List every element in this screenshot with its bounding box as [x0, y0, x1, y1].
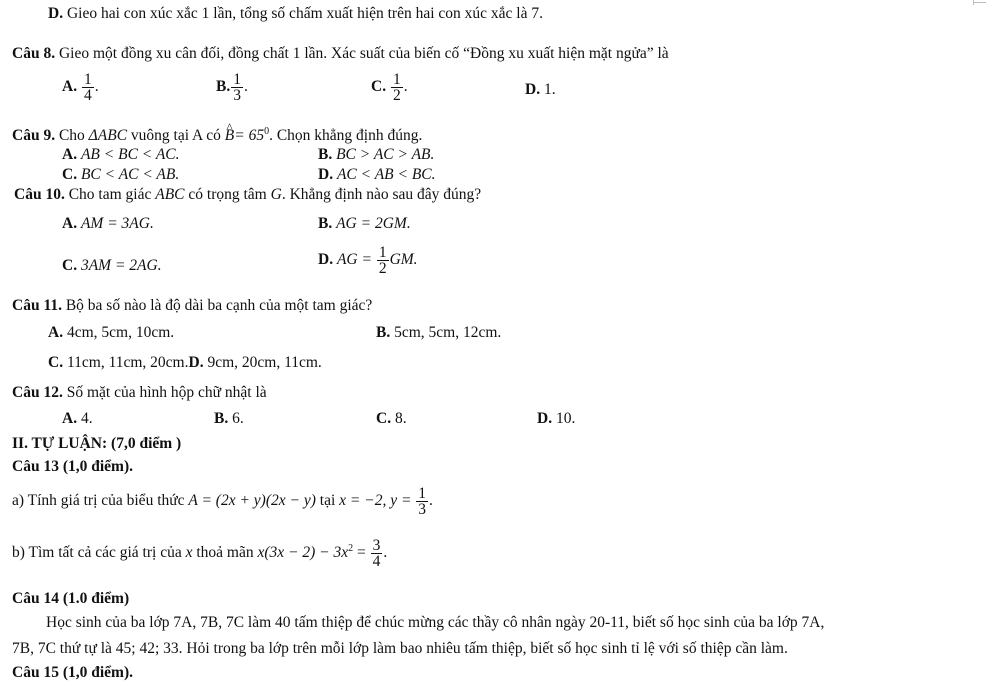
option-label: D.: [48, 5, 64, 22]
option-text: 6.: [232, 410, 244, 427]
option-text: 10.: [555, 410, 576, 427]
option-text: BC > AC > AB.: [336, 146, 435, 163]
q10-option-d: [318, 245, 418, 276]
q13-part-a: a) Tính giá trị của biểu thức A = (2x + y)(2x − y) tại x = −2, y = $\frac{1}{3}$ .: [12, 485, 433, 518]
q10-option-a: [62, 215, 154, 233]
question-label: Câu 12.: [12, 384, 63, 401]
option-label: A.: [62, 215, 78, 232]
numerator: 3: [372, 537, 381, 554]
question-text: a) Tính giá trị của biểu thức: [12, 492, 185, 510]
q12-option-c: [376, 410, 407, 428]
q9-option-b: [318, 146, 434, 164]
option-label: D.: [525, 81, 541, 98]
option-label: A.: [62, 410, 78, 427]
question-text: có trọng tâm: [188, 186, 267, 203]
math-eq: =: [356, 544, 366, 562]
option-label: D.: [188, 354, 204, 371]
question-text: vuông tại A có: [130, 127, 221, 145]
option-label: C.: [371, 78, 387, 96]
numerator: 1: [83, 71, 92, 88]
question-text: tại: [319, 492, 336, 510]
question-text: b) Tìm tất cả các giá trị của: [12, 544, 182, 562]
q9-option-c: [62, 166, 179, 184]
q12-option-d: [537, 410, 575, 428]
page-corner-mark-2: [973, 0, 974, 5]
option-label: D.: [318, 166, 334, 183]
option-text: 4.: [80, 410, 93, 427]
question-label: Câu 8.: [12, 45, 56, 62]
q8-option-c: C. $\frac{1}{2}$ .: [371, 71, 408, 104]
numerator: 1: [378, 244, 387, 261]
denominator: 2: [392, 87, 401, 104]
q14-text-line-2: 7B, 7C thứ tự là 45; 42; 33. Hỏi trong ba lớp trên mỗi lớp làm bao nhiêu tấm thiệp, biết số học sinh tỉ lệ với số thiệp cần làm.: [12, 640, 788, 657]
option-label: A.: [62, 146, 78, 163]
page-corner-mark: [974, 2, 986, 3]
q8-option-b: B. $\frac{1}{3}$ .: [216, 71, 248, 104]
q7-option-d: [48, 5, 543, 23]
option-text: AC < AB < BC.: [336, 166, 436, 183]
option-label: C.: [62, 257, 78, 274]
q14-text-line-1: Học sinh của ba lớp 7A, 7B, 7C làm 40 tấm thiệp để chúc mừng các thầy cô nhân ngày 20-11, biết số học sinh của ba lớp 7A,: [46, 614, 825, 631]
option-label: B.: [318, 146, 333, 163]
math-triangle: ABC: [155, 186, 185, 203]
math-var: x: [185, 544, 193, 562]
question-text: . Khẳng định nào sau đây đúng?: [281, 186, 482, 203]
option-label: B.: [216, 78, 231, 96]
option-text: Gieo hai con xúc xắc 1 lần, tổng số chấm xuất hiện trên hai con xúc xắc là 7.: [66, 5, 543, 22]
numerator: 1: [418, 485, 427, 502]
section-heading: II. TỰ LUẬN: (7,0 điểm ): [12, 435, 182, 452]
option-text: 4cm, 5cm, 10cm.: [66, 324, 175, 341]
option-label: B.: [376, 324, 391, 341]
option-label: A.: [62, 78, 78, 96]
math-expr: x(3x − 2) − 3x: [257, 544, 349, 562]
exponent: 2: [348, 542, 354, 554]
q10-option-c: [62, 257, 162, 275]
math-expr: x = −2, y =: [339, 492, 412, 510]
q11-option-b: [376, 324, 501, 342]
question-label: Câu 10.: [14, 186, 65, 203]
q9-stem: [12, 123, 422, 145]
option-label: D.: [537, 410, 553, 427]
degree-sup: 0: [264, 126, 270, 137]
numerator: 1: [392, 71, 401, 88]
fraction: [231, 72, 243, 103]
math-expr: GM.: [389, 251, 418, 269]
q15-label: Câu 15 (1,0 điểm).: [12, 664, 133, 681]
q13-label: Câu 13 (1,0 điểm).: [12, 458, 133, 475]
math-expr: A = (2x + y)(2x − y): [188, 492, 316, 510]
question-text: Cho tam giác: [68, 186, 152, 203]
question-text: Gieo một đồng xu cân đối, đồng chất 1 lần. Xác suất của biến cố “Đồng xu xuất hiện mặt ngửa” là: [58, 45, 669, 62]
math-triangle: ΔABC: [88, 127, 128, 145]
option-label: B.: [214, 410, 229, 427]
option-text: AB < BC < AC.: [80, 146, 180, 163]
option-label: B.: [318, 215, 333, 232]
numerator: 1: [233, 71, 241, 88]
q8-stem: [12, 45, 669, 63]
q12-option-a: [62, 410, 93, 428]
fraction: [377, 245, 389, 276]
q11-stem: [12, 297, 372, 315]
question-text: Bộ ba số nào là độ dài ba cạnh của một tam giác?: [65, 297, 373, 314]
question-text: Cho: [58, 127, 85, 145]
question-text: Số mặt của hình hộp chữ nhật là: [66, 384, 267, 401]
option-text: 11cm, 11cm, 20cm.: [66, 354, 189, 371]
denominator: 2: [378, 260, 387, 277]
q9-option-d: [318, 166, 436, 184]
question-text: thoả mãn: [196, 544, 254, 562]
fraction: [371, 538, 383, 569]
option-label: C.: [376, 410, 392, 427]
option-text: 5cm, 5cm, 12cm.: [394, 324, 502, 341]
option-text: 3AM = 2AG.: [80, 257, 162, 274]
denominator: 4: [83, 87, 92, 104]
denominator: 4: [372, 553, 381, 570]
math-point: G: [270, 186, 282, 203]
question-label: Câu 11.: [12, 297, 62, 314]
option-text: 8.: [394, 410, 407, 427]
fraction: [391, 72, 403, 103]
q12-option-b: [214, 410, 244, 428]
option-text: AM = 3AG.: [80, 215, 154, 232]
denominator: 3: [233, 87, 241, 104]
q11-option-cd: [48, 354, 322, 372]
fraction: [416, 486, 428, 517]
option-label: C.: [62, 166, 78, 183]
option-label: A.: [48, 324, 64, 341]
option-text: AG = 2GM.: [336, 215, 411, 232]
q10-option-b: [318, 215, 411, 233]
option-label: C.: [48, 354, 64, 371]
fraction: [82, 72, 94, 103]
q9-option-a: [62, 146, 180, 164]
q8-option-a: A. $\frac{1}{4}$ .: [62, 71, 99, 104]
question-text: . Chọn khẳng định đúng.: [269, 127, 423, 145]
question-label: Câu 9.: [12, 127, 56, 145]
denominator: 3: [418, 501, 427, 518]
option-label: D.: [318, 251, 334, 269]
math-angle: ^ B: [225, 127, 234, 145]
option-text: 9cm, 20cm, 11cm.: [207, 354, 322, 371]
q11-option-a: [48, 324, 174, 342]
q8-option-d: [525, 81, 556, 99]
q13-part-b: b) Tìm tất cả các giá trị của x thoả mãn $x(3x - 2) - 3x^2$ = $\frac{3}{4}$ .: [12, 537, 388, 570]
math-angle-value: = 65: [234, 127, 265, 145]
q10-stem: [14, 186, 481, 204]
option-text: BC < AC < AB.: [80, 166, 180, 183]
option-text: 1.: [543, 81, 556, 98]
q14-label: Câu 14 (1.0 điểm): [12, 590, 130, 607]
math-expr: AG =: [336, 251, 372, 269]
q12-stem: [12, 384, 267, 402]
